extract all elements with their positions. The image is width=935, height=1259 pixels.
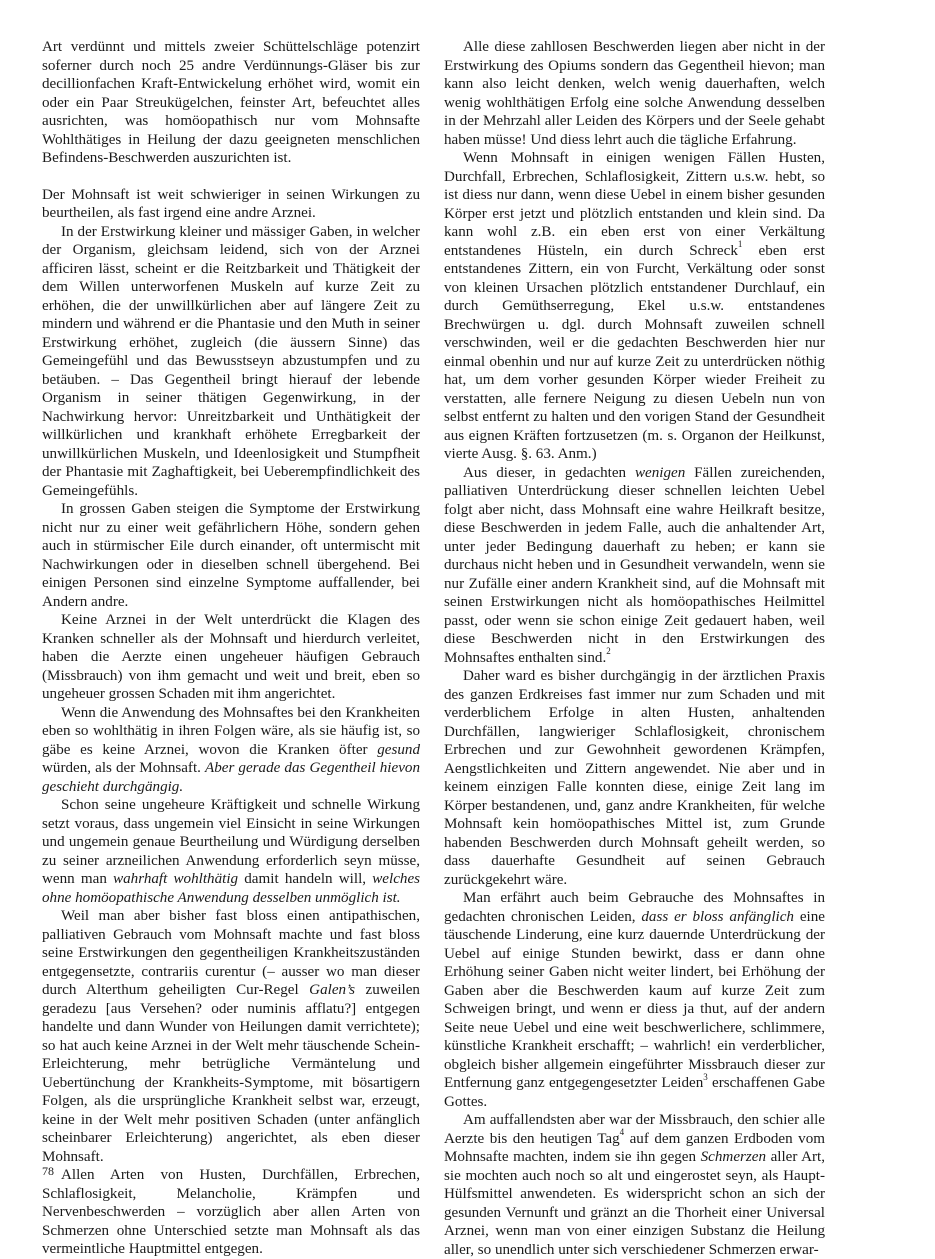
text-run: Art verdünnt und mittels zweier Schüttelschläge potenzirt soferner durch noch 25 andre Verdünnungs-Gläser bis zur decillionfachen Kraft-Entwickelung erhöhet wird, womit ein oder ein Paar Streukügelchen, feinster Art, befeuchtet alles ausrichten, was homöopathisch nur vom Mohnsafte Wohlthätiges in Heilung der dazu geeigneten menschlichen Befindens-Beschwerden auszurichten ist.: [42, 39, 420, 166]
paragraph: [42, 1166, 420, 1259]
text-run: In der Erstwirkung kleiner und mässiger Gaben, in welcher der Organism, gleichsam leidend, sich von der Arznei afficiren lässt, scheint er die Reitzbarkeit und Thätigkeit der dem Willen unterworfenen Muskeln auf kurze Zeit zu erhöhen, die der unwillkürlichen aber auf längere Zeit zu mindern und während er die Phantasie und den Muth in seiner Erstwirkung erhöhet, zugleich (die äussern Sinne) das Gemeingefühl und das Bewusstseyn abzustumpfen und zu betäuben. – Das Gegentheil bringt hierauf der lebende Organism in seiner thätigen Gegenwirkung, in der Nachwirkung hervor: Unreitzbarkeit und Unthätigkeit der willkürlichen und krankhaft erhöhete Erregbarkeit der unwillkürlichen Muskeln, und Ideenlosigkeit und Stumpfheit der Phantasie mit Zaghaftigkeit, bei Ueberempfindlichkeit des Gemeingefühls.: [42, 223, 420, 499]
text-run: Wenn Mohnsaft in einigen wenigen Fällen Husten, Durchfall, Erbrechen, Schlaflosigkeit, Zittern u.s.w. hebt, so ist diess nur dann, wenn diese Uebel in einem bisher gesunden Körper erst jetzt und plötzlich entstanden und klein sind. Da kann wohl z.B. ein eben erst von einer Verkältung entstandenes Hüsteln, ein durch Schreck: [444, 150, 825, 259]
paragraph: [444, 889, 825, 1111]
text-run: Keine Arznei in der Welt unterdrückt die Klagen des Kranken schneller als der Mohnsaft und hierdurch verleitet, haben die Aerzte einen ungeheuer häufigen Gebrauch (Missbrauch) von ihm gemacht und weit und breit, eben so ungeheuer grossen Schaden mit ihm angerichtet.: [42, 612, 420, 702]
text-run: erschaffenen Gabe Gottes.: [444, 1075, 825, 1110]
text-run: Allen Arten von Husten, Durchfällen, Erbrechen, Schlaflosigkeit, Melancholie, Krämpfen und Nervenbeschwerden – vorzüglich aber allen Arten von Schmerzen ohne Unterschied setzte man Mohnsaft als das vermeintliche Hauptmittel entgegen.: [42, 1167, 420, 1257]
text-run: Am auffallendsten aber war der Missbrauch, den schier alle Aerzte bis den heutigen Tag: [444, 1112, 825, 1147]
text-run: Der Mohnsaft ist weit schwieriger in seinen Wirkungen zu beurtheilen, als fast irgend eine andre Arznei.: [42, 186, 420, 221]
italic-text: Galen’s: [309, 982, 356, 998]
text-run: damit handeln will,: [238, 871, 373, 887]
paragraph: [42, 704, 420, 797]
paragraph: [444, 149, 825, 464]
footnote-marker: 4: [619, 1127, 625, 1138]
italic-text: wahrhaft wohlthätig: [113, 871, 239, 887]
text-run: würden, als der Mohnsaft.: [42, 760, 206, 776]
paragraph: [444, 667, 825, 889]
paragraph: [42, 796, 420, 907]
text-run: aller Art, sie mochten auch noch so alt und eingerostet seyn, als Haupt-Hülfsmittel anwendeten. Es widerspricht schon an sich der gesunden Vernunft und gränzt an die Thorheit einer Universal Arznei, wenn man von einer einzigen Substanz die Heilung aller, so unendlich unter sich verschiedener Schmerzen erwar-: [444, 1149, 826, 1258]
page-number: 78: [42, 1164, 54, 1178]
italic-text: welches ohne homöopathische Anwendung desselben unmöglich ist.: [42, 871, 421, 906]
paragraph: [42, 611, 420, 704]
italic-text: wenigen: [634, 464, 686, 481]
italic-text: dass er bloss anfänglich: [641, 908, 794, 925]
text-run: Alle diese zahllosen Beschwerden liegen aber nicht in der Erstwirkung des Opiums sondern das Gegentheil hievon; man kann also leicht denken, welch wenig dauerhaften, welch wenig wohlthätigen Erfolg eine solche Anwendung desselben in der Mehrzahl aller Leiden des Körpers und der Seele gehabt haben müsse! Und diess lehrt auch die tägliche Erfahrung.: [444, 39, 825, 148]
footnote-marker: 3: [703, 1071, 708, 1082]
text-run: In grossen Gaben steigen die Symptome der Erstwirkung nicht nur zu einer weit gefährlichern Höhe, sondern gehen auch in stürmischer Eile durch einander, oft untermischt mit Nachwirkungen oder in dieselben schnell übergehend. Bei einigen Personen sind einzelne Symptome auffallender, bei Andern andre.: [42, 501, 420, 610]
paragraph: [42, 38, 420, 168]
italic-text: Schmerzen: [700, 1149, 767, 1165]
italic-text: gesund: [377, 741, 420, 758]
footnote-marker: 1: [737, 239, 743, 250]
text-run: Wenn die Anwendung des Mohnsaftes bei den Krankheiten eben so wohlthätig in ihren Folgen wäre, als sie häufig ist, so gäbe es keine Arznei, wovon die Kranken öfter: [42, 704, 420, 758]
text-run: Aus dieser, in gedachten: [463, 464, 635, 481]
right-column: [444, 38, 825, 1259]
text-run: Daher ward es bisher durchgängig in der ärztlichen Praxis des ganzen Erdkreises fast immer nur zum Schaden und mit verderblichem Erfolge in alten Husten, anhaltenden Durchfällen, langwieriger Schlaflosigkeit, chronischem Erbrechen und zur Gewohnheit gewordenen Krämpfen, Aengstlichkeiten und Zittern angewendet. Nie aber und in keinem einzigen Falle konnten diese, einige Zeit lang im Körper bestandenen, und, ganz andre Krankheiten, für welche Mohnsaft kein homöopathisches Mittel ist, zum Grunde habenden Beschwerden durch Mohnsaft geheilt werden, so dass dauerhafte Gesundheit auf seinen Gebrauch zurückgekehrt wäre.: [444, 668, 825, 888]
text-run: Fällen zureichenden, palliativen Unterdrückung dieser schnellen leichten Uebel folgt aber nicht, dass Mohnsaft eine wahre Heilkraft besitze, diese Beschwerden in jedem Falle, auch die anhaltender Art, unter jeder Bedingung dauerhaft zu heben; er kann sie durchaus nicht heben und in Gesundheit verwandeln, wenn sie nur Zufälle einer andern Krankheit sind, auf die Mohnsaft mit seinen Erstwirkungen nicht als homöopathisches Heilmittel passt, oder wenn sie schon einige Zeit gedauert haben, weil diese Beschwerden nicht in den Erstwirkungen des Mohnsaftes enthalten sind.: [444, 464, 825, 666]
footnote-marker: 2: [606, 646, 611, 657]
text-run: Man erfährt auch beim Gebrauche des Mohnsaftes in gedachten chronischen Leiden,: [444, 890, 825, 925]
text-run: Schon seine ungeheure Kräftigkeit und schnelle Wirkung setzt voraus, dass ungemein viel Einsicht in seine Wirkungen und ungemein genaue Beurtheilung und Würdigung derselben zu seiner arzneilichen Anwendung erforderlich seyn müsse, wenn man: [42, 797, 420, 887]
italic-text: Aber gerade das Gegentheil hievon geschieht durchgängig.: [42, 760, 420, 795]
text-run: eine täuschende Linderung, eine kurz dauernde Unterdrückung der Uebel auf einige Stunden bewirkt, dass er dann ohne Erhöhung seiner Gaben nicht weiter lindert, bei Erhöhung der Gaben aber die Beschwerden kaum auf kurze Zeit zum Schweigen bringt, und wenn er diess ja thut, auf der andern Seite neue Uebel und eine weit beschwerlichere, schlimmere, künstliche Krankheit erschafft; – wahrlich! ein verderblicher, obgleich bisher allgemein eingeführter Missbrauch dieser zur Entfernung ganz entgegengesetzter Leiden: [444, 908, 825, 1091]
text-run: Weil man aber bisher fast bloss einen antipathischen, palliativen Gebrauch vom Mohnsaft machte und fast bloss seine Erstwirkungen den gegentheiligen Krankheitszuständen entgegensetzte, contrariis curentur (– ausser wo man dieser durch Alterthum geheiligten Cur-Regel: [42, 908, 420, 998]
paragraph: [42, 907, 420, 1166]
text-run: zuweilen geradezu [aus Versehen? oder numinis afflatu?] entgegen handelte und dann Wunder von Heilungen damit verrichtete); so hat auch keine Arznei in der Welt mehr täuschende Schein-Erleichterung, mehr betrügliche Vermäntelung und Uebertünchung der Krankheits-Symptome, mit bösartigern Folgen, als die ursprüngliche Krankheit selbst war, erzeugt, keine in der Welt mehr positiven Schaden (unter anfänglich scheinbarer Erleichterung) angerichtet, als eben dieser Mohnsaft.: [42, 982, 420, 1165]
paragraph: [444, 1111, 825, 1259]
paragraph: [444, 464, 825, 668]
text-run: eben erst entstandenes Zittern, ein von Furcht, Verkältung oder sonst von kleinen Ursachen plötzlich entstandener Durchlauf, ein durch Gemüthserregung, Ekel u.s.w. entstandenes Brechwürgen u. dgl. durch Mohnsaft zuweilen schnell verschwinden, weil er die gedachten Beschwerden hier nur einmal obenhin und nur auf kurze Zeit zu unterdrücken nöthig hat, um dem vorher gesunden Körper wieder Freiheit zu verstatten, alle fernere Neigung zu diesen Uebeln nun von selbst entfernt zu halten und den vorigen Stand der Gesundheit aus eignen Kräften fortzusetzen (m. s. Organon der Heilkunst, vierte Ausg. §. 63. Anm.): [444, 242, 825, 462]
paragraph: [42, 500, 420, 611]
paragraph: [42, 223, 420, 501]
paragraph: [444, 38, 825, 149]
paragraph: [42, 186, 420, 223]
left-column: [42, 38, 420, 1259]
text-run: auf dem ganzen Erdboden vom Mohnsafte machten, indem sie ihn gegen: [444, 1130, 825, 1165]
